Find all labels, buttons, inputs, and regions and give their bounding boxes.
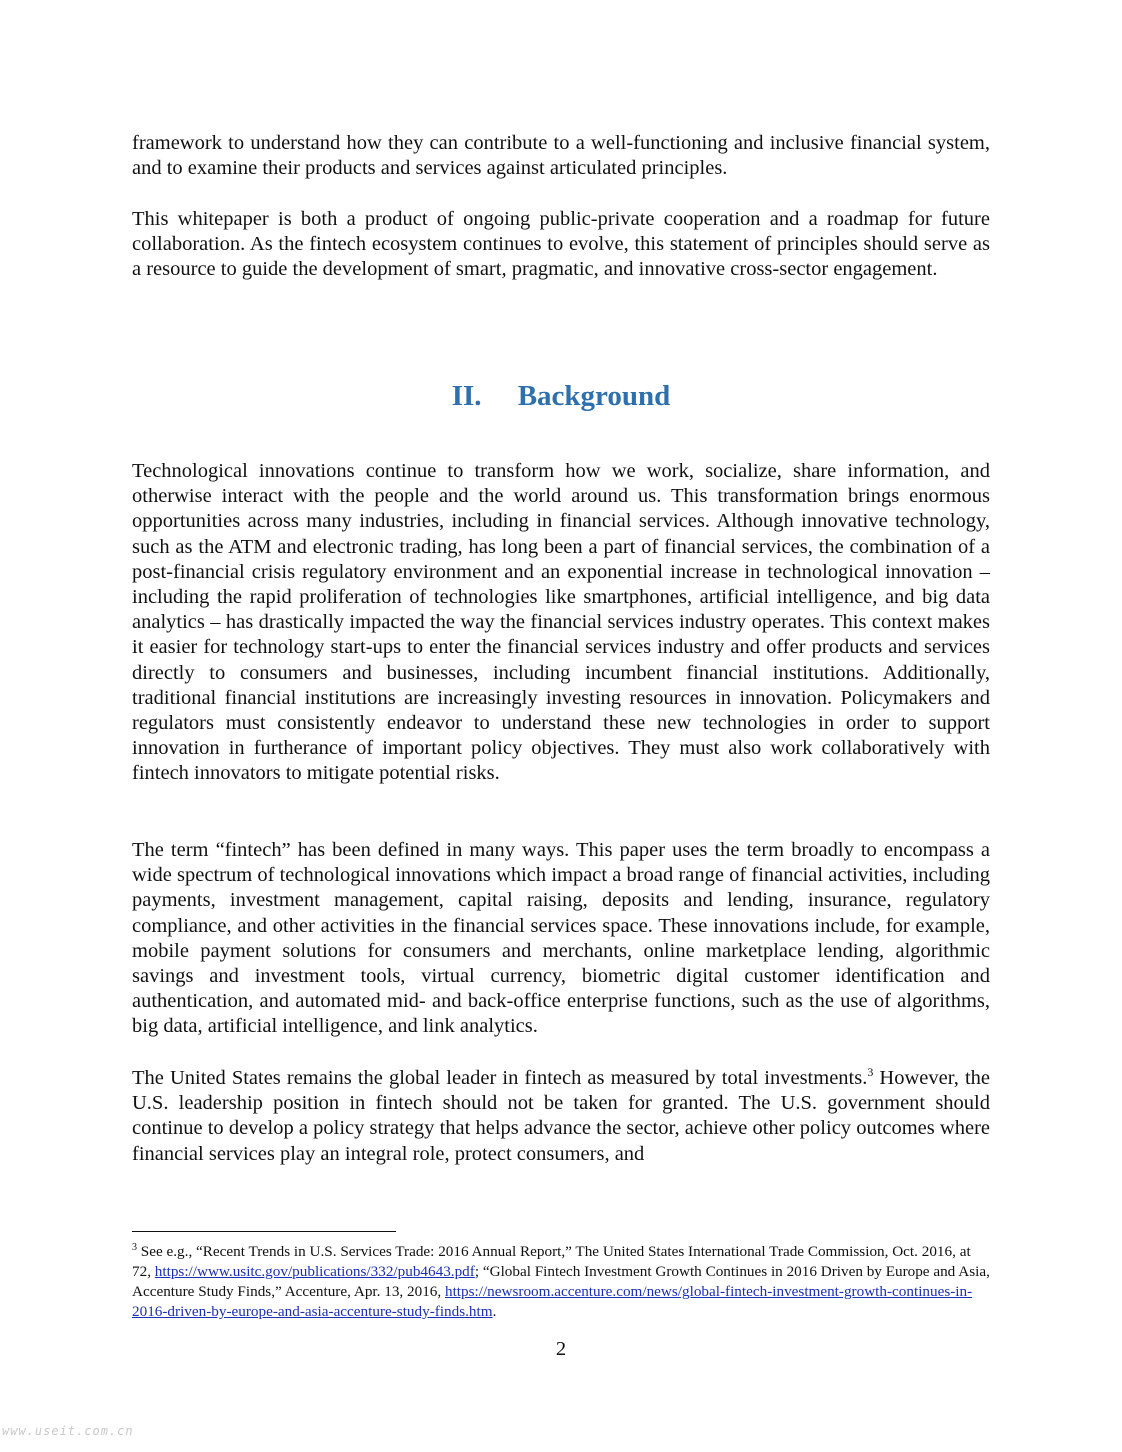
watermark: www.useit.com.cn	[2, 1424, 134, 1438]
section-number: II.	[451, 380, 482, 412]
footnote-text-3: .	[492, 1303, 497, 1320]
footnote-text-2: ; “Global Fintech Investment Growth Continues in 2016 Driven by Europe and Asia, Accenture Study Finds,” Accenture, Apr. 13, 2016,	[132, 1263, 990, 1300]
paragraph-us-leader	[132, 1066, 990, 1167]
footnote-reference[interactable]: 3	[867, 1065, 874, 1080]
paragraph-technological-innovations: Technological innovations continue to transform how we work, socialize, share information, and otherwise interact with the people and the world around us. This transformation brings enormous opportunities across many industries, including in financial services. Although innovative technology, such as the ATM and electronic trading, has long been a part of financial services, the combination of a post-financial crisis regulatory environment and an exponential increase in technological innovation – including the rapid proliferation of technologies like smartphones, artificial intelligence, and big data analytics – has drastically impacted the way the financial services industry operates. This context makes it easier for technology start-ups to enter the financial services industry and offer products and services directly to consumers and businesses, including incumbent financial institutions. Additionally, traditional financial institutions are increasingly investing resources in innovation. Policymakers and regulators must consistently endeavor to understand these new technologies in order to support innovation in furtherance of important policy objectives. They must also work collaboratively with fintech innovators to mitigate potential risks.	[132, 460, 990, 785]
paragraph-us-leader-continued: However, the U.S. leadership position in fintech should not be taken for granted. The U.S. government should continue to develop a policy strategy that helps advance the sector, achieve other policy outcomes where financial services play an integral role, protect consumers, and	[132, 1067, 990, 1165]
footnote	[132, 1242, 992, 1322]
section-heading	[0, 378, 1122, 414]
footnote-link-accenture[interactable]: https://newsroom.accenture.com/news/global-fintech-investment-growth-continues-in-2016-driven-by-europe-and-asia-accenture-study-finds.htm	[132, 1283, 973, 1320]
page-number: 2	[555, 1338, 567, 1360]
footnote-marker: 3	[132, 1241, 137, 1253]
footnote-text-1: See e.g., “Recent Trends in U.S. Services Trade: 2016 Annual Report,” The United States International Trade Commission, Oct. 2016, at 72,	[132, 1243, 971, 1280]
paragraph-whitepaper: This whitepaper is both a product of ongoing public-private cooperation and a roadmap for future collaboration. As the fintech ecosystem continues to evolve, this statement of principles should serve as a resource to guide the development of smart, pragmatic, and innovative cross-sector engagement.	[132, 208, 990, 281]
footnote-divider	[132, 1231, 396, 1232]
footnote-link-usitc[interactable]: https://www.usitc.gov/publications/332/pub4643.pdf	[154, 1263, 475, 1280]
paragraph-us-leader-text: The United States remains the global leader in fintech as measured by total investments.	[132, 1067, 868, 1089]
paragraph-framework: framework to understand how they can contribute to a well-functioning and inclusive financial system, and to examine their products and services against articulated principles.	[132, 132, 990, 180]
paragraph-fintech-definition: The term “fintech” has been defined in many ways. This paper uses the term broadly to encompass a wide spectrum of technological innovations which impact a broad range of financial activities, including payments, investment management, capital raising, deposits and lending, insurance, regulatory compliance, and other activities in the financial services space. These innovations include, for example, mobile payment solutions for consumers and merchants, online marketplace lending, algorithmic savings and investment tools, virtual currency, biometric digital customer identification and authentication, and automated mid- and back-office enterprise functions, such as the use of algorithms, big data, artificial intelligence, and link analytics.	[132, 839, 990, 1038]
section-title: Background	[517, 380, 671, 412]
